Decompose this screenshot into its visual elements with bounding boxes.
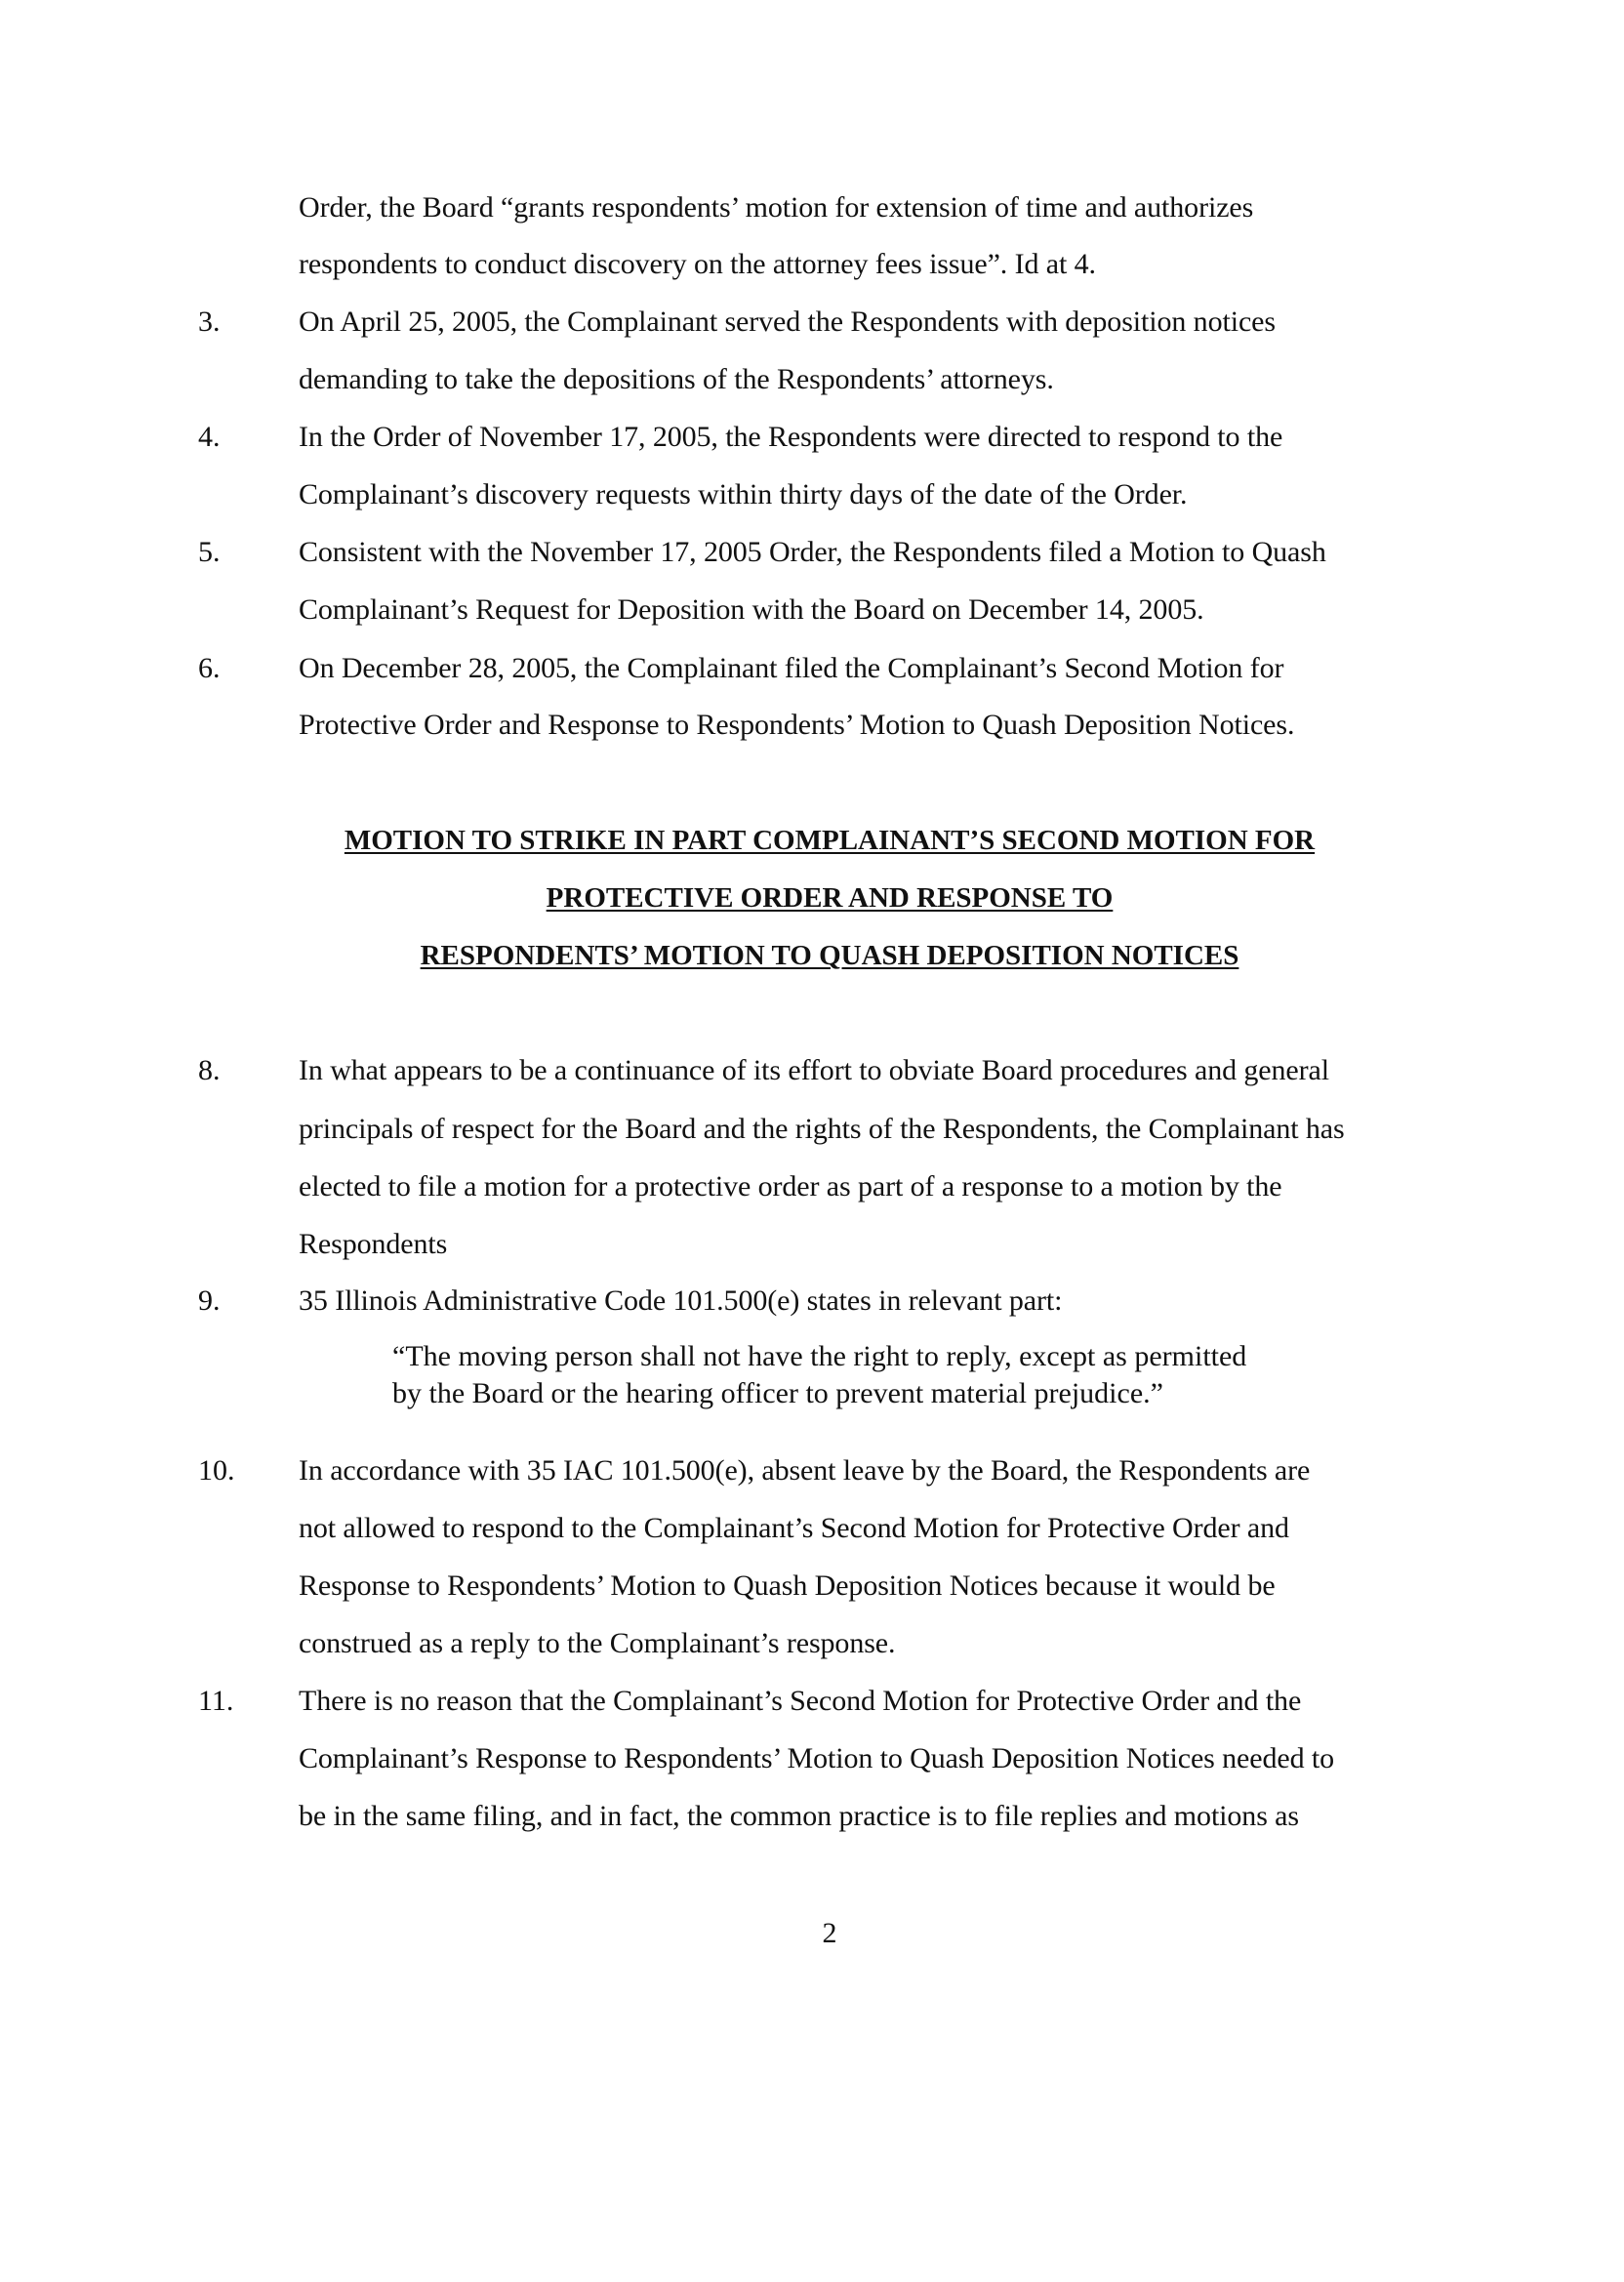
paragraph-9-line-1: 35 Illinois Administrative Code 101.500(e) states in relevant part: (299, 1284, 1063, 1317)
paragraph-3-number: 3. (198, 306, 221, 338)
continuation-line-2: respondents to conduct discovery on the attorney fees issue”. Id at 4. (299, 248, 1096, 280)
paragraph-4-line-2: Complainant’s discovery requests within thirty days of the date of the Order. (299, 478, 1188, 510)
page-number: 2 (822, 1917, 837, 1949)
paragraph-5-line-2: Complainant’s Request for Deposition with the Board on December 14, 2005. (299, 593, 1204, 626)
paragraph-5-number: 5. (198, 536, 221, 568)
paragraph-8-number: 8. (198, 1054, 221, 1086)
paragraph-8-line-4: Respondents (299, 1228, 448, 1260)
paragraph-4-line-1: In the Order of November 17, 2005, the Respondents were directed to respond to the (299, 421, 1283, 453)
paragraph-10-line-3: Response to Respondents’ Motion to Quash Deposition Notices because it would be (299, 1569, 1276, 1602)
paragraph-10-line-2: not allowed to respond to the Complainant’s Second Motion for Protective Order and (299, 1512, 1289, 1544)
paragraph-3-line-2: demanding to take the depositions of the Respondents’ attorneys. (299, 363, 1054, 395)
paragraph-10-line-4: construed as a reply to the Complainant’s response. (299, 1627, 896, 1659)
paragraph-9-number: 9. (198, 1284, 221, 1317)
section-heading-line-3: RESPONDENTS’ MOTION TO QUASH DEPOSITION NOTICES (420, 940, 1239, 971)
section-heading-line-1: MOTION TO STRIKE IN PART COMPLAINANT’S SECOND MOTION FOR (344, 825, 1316, 856)
continuation-line-1: Order, the Board “grants respondents’ motion for extension of time and authorizes (299, 191, 1254, 224)
paragraph-6-line-1: On December 28, 2005, the Complainant filed the Complainant’s Second Motion for (299, 652, 1284, 684)
paragraph-11-line-1: There is no reason that the Complainant’s Second Motion for Protective Order and the (299, 1685, 1302, 1717)
paragraph-4-number: 4. (198, 421, 221, 453)
paragraph-10-line-1: In accordance with 35 IAC 101.500(e), absent leave by the Board, the Respondents are (299, 1454, 1311, 1487)
paragraph-3-line-1: On April 25, 2005, the Complainant served the Respondents with deposition notices (299, 306, 1276, 338)
section-heading-line-2: PROTECTIVE ORDER AND RESPONSE TO (546, 882, 1114, 914)
paragraph-5-line-1: Consistent with the November 17, 2005 Order, the Respondents filed a Motion to Quash (299, 536, 1326, 568)
paragraph-11-line-2: Complainant’s Response to Respondents’ Motion to Quash Deposition Notices needed to (299, 1742, 1335, 1774)
paragraph-9-quote-line-1: “The moving person shall not have the right to reply, except as permitted (392, 1340, 1247, 1372)
paragraph-8-line-2: principals of respect for the Board and the rights of the Respondents, the Complainant has (299, 1113, 1345, 1145)
paragraph-11-line-3: be in the same filing, and in fact, the common practice is to file replies and motions as (299, 1800, 1299, 1832)
paragraph-6-line-2: Protective Order and Response to Respondents’ Motion to Quash Deposition Notices. (299, 709, 1295, 741)
paragraph-8-line-3: elected to file a motion for a protective order as part of a response to a motion by the (299, 1170, 1282, 1202)
paragraph-6-number: 6. (198, 652, 221, 684)
paragraph-11-number: 11. (198, 1685, 234, 1717)
paragraph-10-number: 10. (198, 1454, 235, 1487)
paragraph-8-line-1: In what appears to be a continuance of its effort to obviate Board procedures and general (299, 1054, 1329, 1086)
paragraph-9-quote-line-2: by the Board or the hearing officer to prevent material prejudice.” (392, 1377, 1163, 1409)
